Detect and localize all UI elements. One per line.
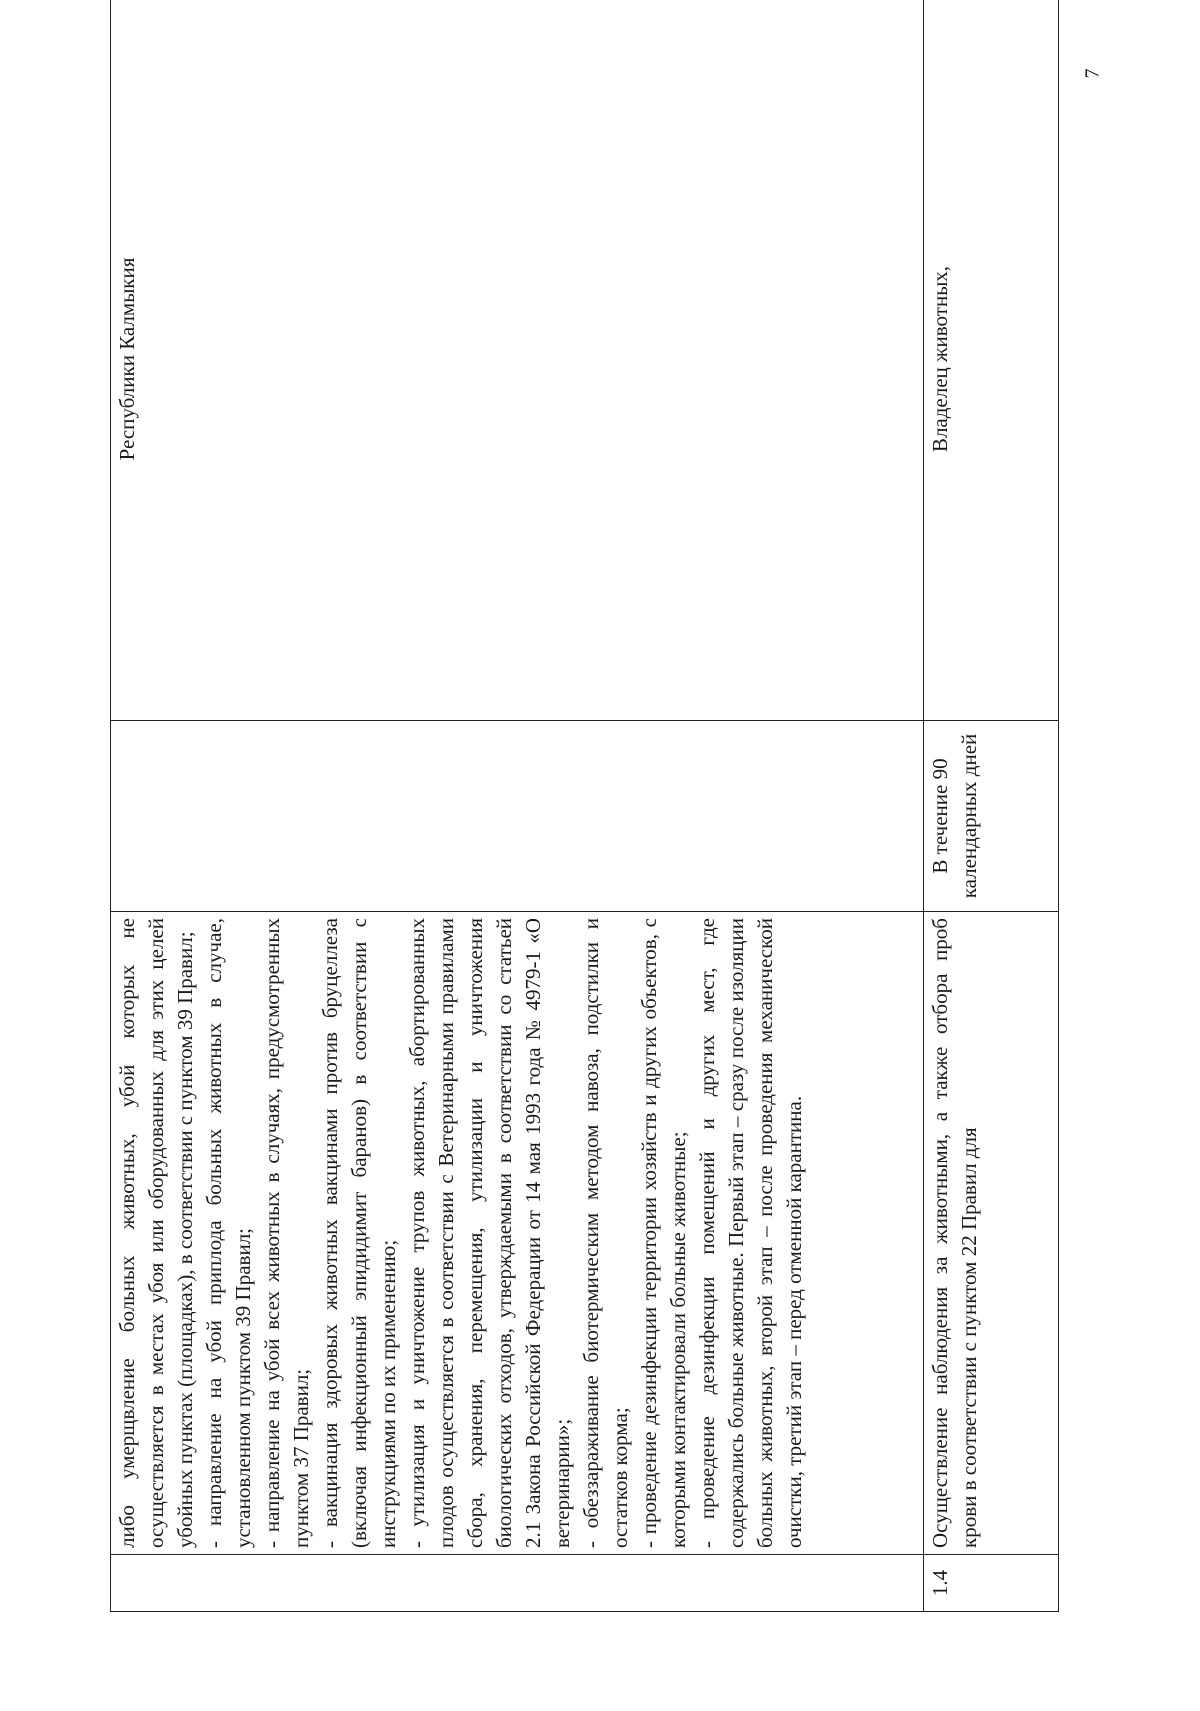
measure-paragraph: - направление на убой приплода больных животных в случае, установленном пунктом 39 Правил;	[202, 918, 255, 1548]
row-number-cell	[111, 1555, 924, 1612]
plan-table	[110, 0, 1059, 1612]
measure-paragraph: либо умерщвление больных животных, убой которых не осуществляется в местах убоя или оборудованных для этих целей убойных пунктах (площадках), в соответствии с пунктом 39 Правил;	[115, 918, 197, 1548]
measure-paragraph: - утилизация и уничтожение трупов животных, абортированных плодов осуществляется в соответствии с Ветеринарными правилами сбора, хранения, перемещения, утилизации и уничтожения биологических отходов, утверждаемыми в соответствии со статьей 2.1 Закона Российской Федерации от 14 мая 1993 года № 4979-1 «О ветеринарии»;	[405, 918, 574, 1548]
term-cell: В течение 90 календарных дней	[924, 721, 1059, 912]
measure-paragraph: - обеззараживание биотермическим методом навоза, подстилки и остатков корма;	[579, 918, 632, 1548]
page-number: 7	[1081, 68, 1104, 79]
rotated-table-wrapper	[110, 50, 1070, 1612]
responsible-cell: Республики Калмыкия	[111, 0, 924, 721]
measure-paragraph: Осуществление наблюдения за животными, а также отбора проб крови в соответствии с пунктом 22 Правил для	[928, 918, 981, 1548]
table-row	[924, 0, 1059, 1612]
row-number-cell: 1.4	[924, 1555, 1059, 1612]
measures-cell	[924, 912, 1059, 1555]
measure-paragraph: - вакцинация здоровых животных вакцинами против бруцеллеза (включая инфекционный эпидидимит баранов) в соответствии с инструкциями по их применению;	[318, 918, 400, 1548]
measure-paragraph: - проведение дезинфекции территории хозяйств и других объектов, с которыми контактировали больные животные;	[637, 918, 690, 1548]
measure-paragraph: - направление на убой всех животных в случаях, предусмотренных пунктом 37 Правил;	[260, 918, 313, 1548]
term-cell	[111, 721, 924, 912]
responsible-cell: Владелец животных,	[924, 0, 1059, 721]
measures-cell	[111, 912, 924, 1555]
measure-paragraph: - проведение дезинфекции помещений и других мест, где содержались больные животные. Первый этап – сразу после изоляции больных животных, второй этап – после проведения механической очистки, третий этап – перед отменной карантина.	[695, 918, 806, 1548]
table-row	[111, 0, 924, 1612]
